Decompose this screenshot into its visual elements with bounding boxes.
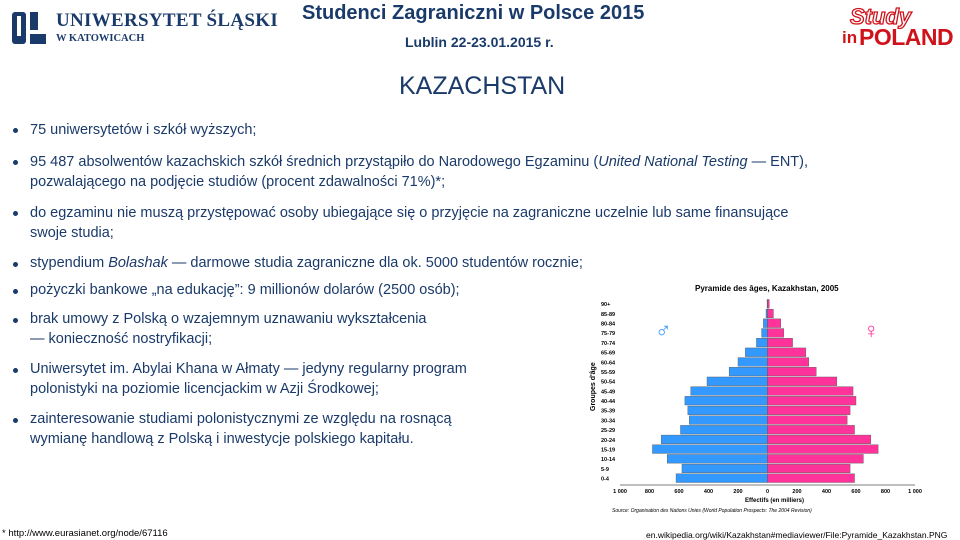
female-bar: [768, 406, 851, 415]
x-tick-label: 200: [733, 489, 743, 495]
bullet-dot: [13, 160, 18, 165]
male-bar: [766, 309, 767, 318]
male-bar: [707, 377, 767, 386]
bullet-interest: zainteresowanie studiami polonistycznymi ze względu na rosnącą: [30, 411, 452, 427]
female-bar: [768, 435, 871, 444]
x-tick-label: 600: [851, 489, 861, 495]
male-symbol: ♂: [655, 318, 672, 343]
bullet-bolashak: [30, 254, 583, 273]
age-group-label: 10-14: [601, 457, 616, 464]
male-bar: [661, 435, 767, 444]
age-group-label: 30-34: [601, 418, 616, 425]
female-bar: [768, 474, 855, 483]
male-bar: [691, 387, 768, 396]
bullet-bolashak-a: stypendium: [30, 255, 109, 271]
male-bar: [738, 358, 768, 367]
university-name: UNIWERSYTET ŚLĄSKI: [56, 10, 279, 31]
bullet-polonistics-line2: polonistyki na poziomie licencjackim w Azji Środkowej;: [30, 381, 379, 397]
female-bar: [768, 454, 864, 463]
logo-in: in: [842, 28, 858, 47]
female-bar: [768, 348, 806, 357]
age-group-label: 60-64: [601, 360, 616, 367]
x-tick-label: 200: [792, 489, 802, 495]
bullet-ent-text: 95 487 absolwentów kazachskich szkół średnich przystąpiło do Narodowego Egzaminu (: [30, 154, 599, 170]
male-bar: [682, 464, 768, 473]
bullet-exam-exempt: do egzaminu nie muszą przystępować osoby ubiegające się o przyjęcie na zagraniczne uczelnie lub same finansujące: [30, 205, 789, 221]
x-tick-label: 400: [821, 489, 832, 495]
study-in-poland-logo: [842, 4, 958, 52]
age-group-label: 55-59: [601, 369, 616, 376]
female-bar: [768, 377, 837, 386]
bullet-loans: pożyczki bankowe „na edukację”: 9 millionów dolarów (2500 osób);: [30, 282, 460, 298]
bullet-dot: [13, 262, 18, 267]
age-group-label: 90+: [601, 302, 611, 309]
x-tick-label: 1 000: [908, 489, 922, 495]
bullet-dot: [13, 289, 18, 294]
conference-place-date: Lublin 22-23.01.2015 r.: [405, 34, 554, 50]
age-group-label: 65-69: [601, 350, 616, 357]
bullet-dot: [13, 211, 18, 216]
university-logo-icon: [10, 10, 50, 46]
age-group-label: 5-9: [601, 466, 609, 473]
age-group-label: 75-79: [601, 331, 616, 338]
age-group-label: 25-29: [601, 428, 616, 435]
age-group-label: 70-74: [601, 340, 616, 347]
male-bar: [756, 338, 767, 347]
bullet-polonistics: Uniwersytet im. Abylai Khana w Ałmaty ― jedyny regularny program: [30, 361, 467, 377]
bullet-ent: [30, 153, 808, 172]
male-bar: [676, 474, 767, 483]
age-group-label: 35-39: [601, 408, 616, 415]
university-subtitle: W KATOWICACH: [56, 33, 145, 44]
male-bar: [745, 348, 767, 357]
age-group-label: 50-54: [601, 379, 616, 386]
bullet-interest-line2: wymianę handlową z Polską i inwestycje polskiego kapitału.: [30, 431, 414, 447]
bullet-dot: [13, 128, 18, 133]
x-tick-label: 800: [644, 489, 655, 495]
female-bar: [768, 358, 809, 367]
female-bar: [768, 367, 817, 376]
bullet-universities: 75 uniwersytetów i szkół wyższych;: [30, 122, 257, 138]
male-bar: [680, 425, 767, 434]
chart-title: Pyramide des âges, Kazakhstan, 2005: [695, 284, 839, 293]
male-bar: [763, 319, 767, 328]
population-pyramid-chart: [585, 283, 940, 525]
age-group-label: 80-84: [601, 321, 616, 328]
bullet-ent-line2: pozwalającego na podjęcie studiów (procent zdawalności 71%)*;: [30, 174, 446, 190]
bullet-exam-exempt-line2: swoje studia;: [30, 225, 114, 241]
male-bar: [688, 406, 768, 415]
male-bar: [685, 396, 768, 405]
x-tick-label: 600: [674, 489, 684, 495]
bullet-dot: [13, 318, 18, 323]
female-bar: [768, 445, 879, 454]
female-symbol: ♀: [863, 318, 880, 343]
bullet-ent-text-end: ― ENT),: [747, 154, 809, 170]
age-group-label: 0-4: [601, 476, 609, 483]
bullet-bolashak-c: ― darmowe studia zagraniczne dla ok. 5000 studentów rocznie;: [167, 255, 583, 271]
female-bar: [768, 416, 848, 425]
x-tick-label: 1 000: [613, 489, 627, 495]
bullet-dot: [13, 368, 18, 373]
age-group-label: 15-19: [601, 447, 616, 454]
age-group-label: 40-44: [601, 399, 616, 406]
female-bar: [768, 329, 784, 338]
x-tick-label: 0: [765, 489, 770, 495]
bullet-recognition-line2: ― konieczność nostryfikacji;: [30, 331, 213, 347]
chart-source: Source: Organisation des Nations Unies (World Population Prospects: The 2004 Revision): [612, 508, 812, 514]
bullet-dot: [13, 418, 18, 423]
male-bar: [762, 329, 768, 338]
male-bar: [667, 454, 767, 463]
female-bar: [768, 309, 774, 318]
male-bar: [729, 367, 767, 376]
bullet-ent-italic: United National Testing: [598, 154, 748, 170]
conference-title: Studenci Zagraniczni w Polsce 2015: [302, 2, 645, 24]
chart-ylabel: Groupes d'âge: [590, 362, 597, 411]
female-bar: [768, 338, 793, 347]
bullet-bolashak-italic: Bolashak: [108, 255, 168, 271]
x-tick-label: 400: [703, 489, 714, 495]
female-bar: [768, 319, 781, 328]
female-bar: [768, 387, 854, 396]
country-title: KAZACHSTAN: [399, 72, 566, 100]
x-tick-label: 800: [880, 489, 891, 495]
footer-source-right: en.wikipedia.org/wiki/Kazakhstan#mediaviewer/File:Pyramide_Kazakhstan.PNG: [646, 530, 948, 540]
age-group-label: 85-89: [601, 311, 616, 318]
female-bar: [768, 464, 851, 473]
logo-study: Study: [850, 4, 912, 29]
age-group-label: 45-49: [601, 389, 616, 396]
female-bar: [768, 425, 855, 434]
male-bar: [689, 416, 767, 425]
male-bar: [652, 445, 767, 454]
footer-source-left: * http://www.eurasianet.org/node/67116: [2, 528, 168, 539]
female-bar: [768, 300, 770, 309]
chart-xlabel: Effectifs (en milliers): [745, 498, 805, 504]
logo-poland: POLAND: [859, 24, 954, 50]
female-bar: [768, 396, 857, 405]
bullet-recognition: brak umowy z Polską o wzajemnym uznawaniu wykształcenia: [30, 311, 427, 327]
age-group-label: 20-24: [601, 437, 616, 444]
